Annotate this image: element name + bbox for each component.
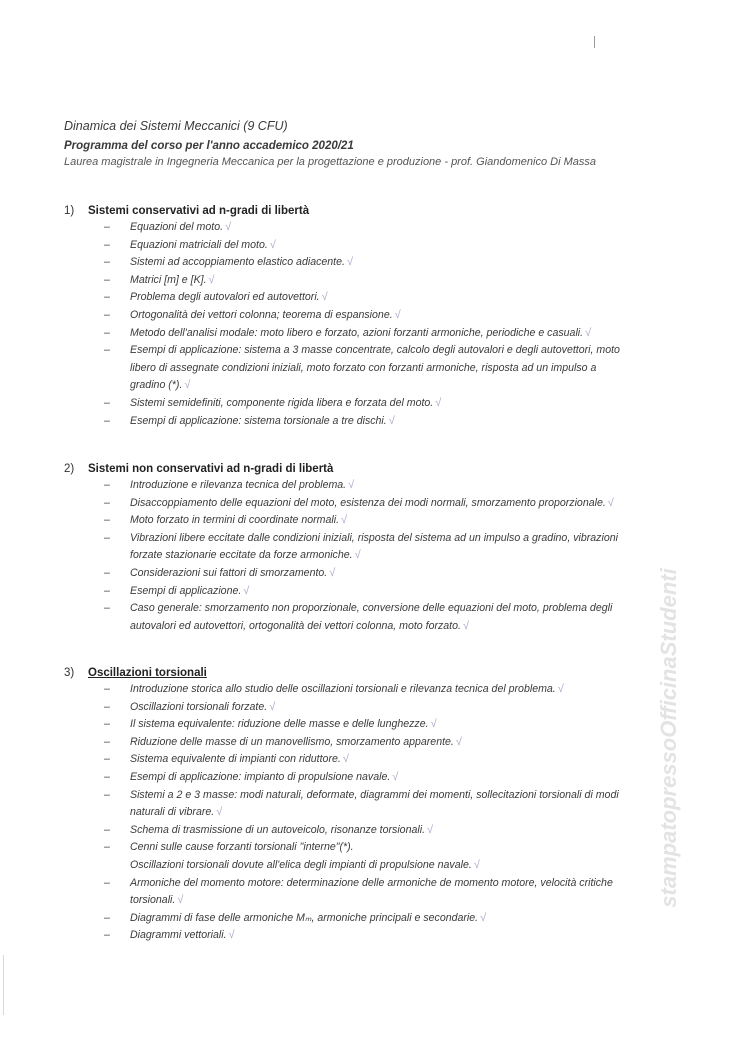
check-mark-icon: √ xyxy=(216,806,223,819)
list-item-continuation: Oscillazioni torsionali dovute all'elica degli impianti di propulsione navale. √ xyxy=(130,858,480,871)
list-item: – Sistemi ad accoppiamento elastico adiacente. √ xyxy=(104,256,353,269)
program-line: Programma del corso per l'anno accademico 2020/21 xyxy=(64,140,354,152)
check-mark-icon: √ xyxy=(585,326,592,339)
list-item: – Armoniche del momento motore: determinazione delle armoniche de momento motore, velocità critiche torsionali. √ xyxy=(104,876,613,907)
check-mark-icon: √ xyxy=(607,496,614,509)
list-item: – Caso generale: smorzamento non proporzionale, conversione delle equazioni del moto, problema degli autovalori ed autovettori, ortogonalità dei vettori colonna, moto forzato. √ xyxy=(104,602,613,632)
section-2-heading xyxy=(64,461,634,477)
check-mark-icon: √ xyxy=(473,858,480,871)
check-mark-icon: √ xyxy=(184,379,191,392)
list-item: – Ortogonalità dei vettori colonna; teorema di espansione. √ xyxy=(104,308,401,321)
section-title: Sistemi non conservativi ad n-gradi di libertà xyxy=(88,463,334,475)
check-mark-icon: √ xyxy=(342,753,349,766)
list-item: – Cenni sulle cause forzanti torsionali "interne"(*). xyxy=(104,841,354,854)
check-mark-icon: √ xyxy=(269,700,276,713)
section-1 xyxy=(64,203,634,430)
check-mark-icon: √ xyxy=(321,291,328,304)
check-mark-icon: √ xyxy=(427,823,434,836)
list-item: – Metodo dell'analisi modale: moto libero e forzato, azioni forzanti armoniche, periodiche e casuali. √ xyxy=(104,326,592,339)
list-item: – Considerazioni sui fattori di smorzamento. √ xyxy=(104,566,336,579)
check-mark-icon: √ xyxy=(346,256,353,269)
check-mark-icon: √ xyxy=(269,238,276,251)
degree-line: Laurea magistrale in Ingegneria Meccanica per la progettazione e produzione - prof. Giandomenico Di Massa xyxy=(64,156,596,168)
list-item: – Matrici [m] e [K]. √ xyxy=(104,273,215,286)
check-mark-icon: √ xyxy=(341,514,348,527)
check-mark-icon: √ xyxy=(243,584,250,597)
check-mark-icon: √ xyxy=(430,718,437,731)
list-item: – Disaccoppiamento delle equazioni del moto, esistenza dei modi normali, smorzamento proporzionale. √ xyxy=(104,496,614,509)
document-header xyxy=(64,118,624,170)
list-item: – Vibrazioni libere eccitate dalle condizioni iniziali, risposta del sistema ad un impulso a gradino, vibrazioni forzate stazionarie eccitate da forze armoniche. √ xyxy=(104,531,618,562)
section-title: Sistemi conservativi ad n-gradi di libertà xyxy=(88,205,310,217)
check-mark-icon: √ xyxy=(557,683,564,695)
section-number: 2) xyxy=(64,463,75,475)
list-item: – Esempi di applicazione: impianto di propulsione navale. √ xyxy=(104,770,399,783)
check-mark-icon: √ xyxy=(228,929,235,942)
list-item: – Equazioni del moto. √ xyxy=(104,221,232,233)
list-item: – Esempi di applicazione. √ xyxy=(104,584,250,597)
section-3 xyxy=(64,665,634,945)
check-mark-icon: √ xyxy=(392,770,399,783)
check-mark-icon: √ xyxy=(177,894,184,907)
list-item: – Il sistema equivalente: riduzione delle masse e delle lunghezze. √ xyxy=(104,718,437,731)
section-2-list xyxy=(64,477,634,635)
check-mark-icon: √ xyxy=(455,735,462,748)
list-item: – Sistemi a 2 e 3 masse: modi naturali, deformate, diagrammi dei momenti, sollecitazioni torsionali di modi naturali di vibrare. √ xyxy=(104,788,619,819)
list-item: – Equazioni matriciali del moto. √ xyxy=(104,238,276,251)
check-mark-icon: √ xyxy=(348,479,355,491)
list-item: – Esempi di applicazione: sistema a 3 masse concentrate, calcolo degli autovalori e degli autovettori, moto libero di assegnate condizioni iniziali, moto forzato con forzanti armoniche, risposta ad un impulso a gradino (*). √ xyxy=(104,344,620,392)
list-item: – Sistemi semidefiniti, componente rigida libera e forzata del moto. √ xyxy=(104,396,442,409)
check-mark-icon: √ xyxy=(225,221,232,233)
section-3-heading xyxy=(64,665,634,681)
list-item: – Diagrammi di fase delle armoniche Mₘ, armoniche principali e secondarie. √ xyxy=(104,911,487,924)
list-item: – Problema degli autovalori ed autovettori. √ xyxy=(104,291,328,304)
check-mark-icon: √ xyxy=(354,549,361,562)
check-mark-icon: √ xyxy=(394,308,401,321)
list-item: – Moto forzato in termini di coordinate normali. √ xyxy=(104,514,348,527)
check-mark-icon: √ xyxy=(480,911,487,924)
check-mark-icon: √ xyxy=(435,396,442,409)
section-3-list xyxy=(64,681,634,945)
list-item: – Introduzione storica allo studio delle oscillazioni torsionali e rilevanza tecnica del problema. √ xyxy=(104,683,564,695)
scan-edge xyxy=(3,955,4,1015)
list-item: – Oscillazioni torsionali forzate. √ xyxy=(104,700,276,713)
section-1-heading xyxy=(64,203,634,219)
watermark: stampatopressoOfficinaStudenti xyxy=(656,568,681,908)
check-mark-icon: √ xyxy=(329,566,336,579)
list-item: – Schema di trasmissione di un autoveicolo, risonanze torsionali. √ xyxy=(104,823,434,836)
section-title: Oscillazioni torsionali xyxy=(88,667,207,679)
list-item: – Introduzione e rilevanza tecnica del problema. √ xyxy=(104,479,355,491)
course-title: Dinamica dei Sistemi Meccanici (9 CFU) xyxy=(64,119,288,133)
section-number: 3) xyxy=(64,667,75,679)
section-number: 1) xyxy=(64,205,75,217)
section-1-list xyxy=(64,219,634,430)
section-2 xyxy=(64,461,634,635)
scan-mark xyxy=(594,36,595,48)
check-mark-icon: √ xyxy=(208,273,215,286)
list-item: – Sistema equivalente di impianti con riduttore. √ xyxy=(104,753,349,766)
list-item: – Esempi di applicazione: sistema torsionale a tre dischi. √ xyxy=(104,414,395,427)
check-mark-icon: √ xyxy=(462,619,470,632)
check-mark-icon: √ xyxy=(388,414,395,427)
list-item: – Riduzione delle masse di un manovellismo, smorzamento apparente. √ xyxy=(104,735,462,748)
list-item: – Diagrammi vettoriali. √ xyxy=(104,929,235,942)
